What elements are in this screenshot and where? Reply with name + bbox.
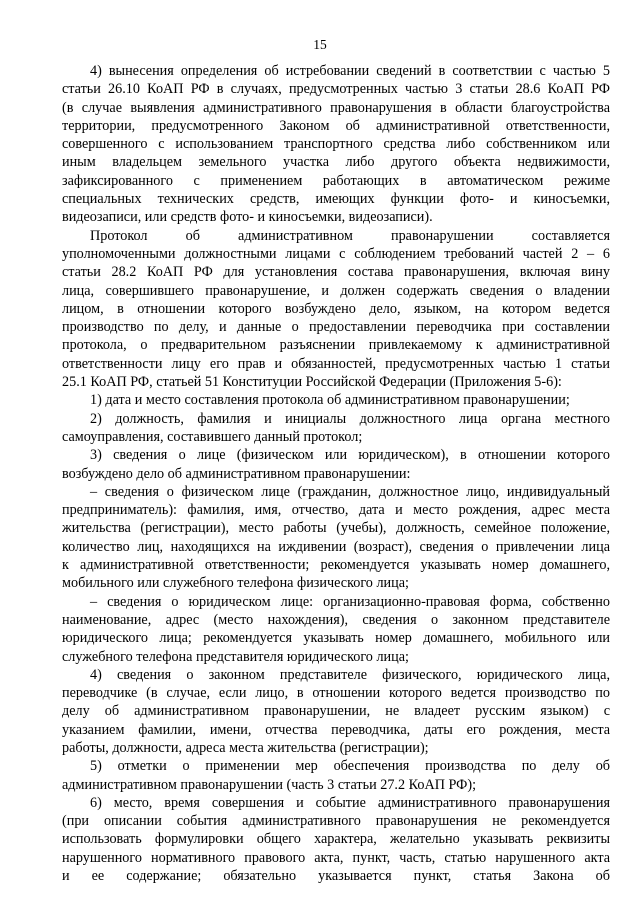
text-line: – сведения о юридическом лице: организационно-правовая форма, собственно <box>90 593 610 610</box>
text-line: лица, совершившего правонарушение, и должен содержать сведения о владении <box>62 282 610 299</box>
text-line: переводчике (в случае, если лицо, в отношении которого ведется производство по <box>62 685 610 702</box>
text-line: самоуправления, составившего данный протокол; <box>62 428 363 445</box>
text-line: – сведения о физическом лице (гражданин, должностное лицо, индивидуальный <box>90 483 610 500</box>
text-line: административном правонарушении (часть 3 статьи 27.2 КоАП РФ); <box>62 776 477 793</box>
text-line: специальных технических средств, имеющих функции фото- и киносъемки, <box>62 191 610 208</box>
text-line: к административной ответственности; рекомендуется указывать номер домашнего, <box>62 557 610 574</box>
text-line: мобильного или служебного телефона физического лица; <box>62 575 409 592</box>
document-body <box>62 62 610 885</box>
text-line: 3) сведения о лице (физическом или юридическом), в отношении которого <box>90 447 610 464</box>
text-line: 1) дата и место составления протокола об административном правонарушении; <box>90 392 570 409</box>
text-line: Протокол об административном правонарушении составляется <box>90 227 610 244</box>
text-line: 5) отметки о применении мер обеспечения производства по делу об <box>90 758 610 775</box>
text-line: территории, предусмотренного Законом об административной ответственности, <box>62 117 610 134</box>
text-line: делу об административном правонарушении, не владеет русским языком) с <box>62 703 610 720</box>
text-line: жительства (регистрации), место работы (учебы), должность, семейное положение, <box>62 520 610 537</box>
text-line: использовать формулировки общего характера, желательно указывать реквизиты <box>62 831 610 848</box>
text-line: и ее содержание; обязательно указывается пункт, статья Закона об <box>62 868 610 885</box>
page-number: 15 <box>313 37 327 52</box>
text-line: ответственности лицу его прав и обязанностей, предусмотренных частью 1 статьи <box>62 355 610 372</box>
text-line: уполномоченными должностными лицами с соблюдением требований частей 2 – 6 <box>62 245 610 262</box>
text-line: работы, должности, адреса места жительства (регистрации); <box>62 739 429 756</box>
text-line: совершенного с использованием транспортного средства либо собственником или <box>62 136 610 153</box>
text-line: юридического лица; рекомендуется указывать номер домашнего, мобильного или <box>62 630 610 647</box>
text-line: видеозаписи, или средств фото- и киносъемки, видеозаписи). <box>62 209 433 226</box>
text-line: 25.1 КоАП РФ, статьей 51 Конституции Российской Федерации (Приложения 5-6): <box>62 374 562 391</box>
text-line: служебного телефона представителя юридического лица; <box>62 648 409 665</box>
text-line: количество лиц, находящихся на иждивении (возраст), сведения о привлечении лица <box>62 538 610 555</box>
text-line: 6) место, время совершения и событие административного правонарушения <box>90 794 610 811</box>
text-line: (при описании события административного правонарушения не рекомендуется <box>62 813 610 830</box>
text-line: протокола, о предварительном разъяснении привлекаемому к административной <box>62 337 610 354</box>
text-line: статьи 26.10 КоАП РФ в случаях, предусмотренных частью 3 статьи 28.6 КоАП РФ <box>62 81 610 98</box>
text-line: (в случае выявления административного правонарушения в области благоустройства <box>62 99 610 116</box>
text-line: статьи 28.2 КоАП РФ для установления состава правонарушения, включая вину <box>62 264 610 281</box>
text-line: возбуждено дело об административном правонарушении: <box>62 465 411 482</box>
text-line: 4) сведения о законном представителе физического, юридического лица, <box>90 666 610 683</box>
text-line: наименование, адрес (место нахождения), сведения о законном представителе <box>62 611 610 628</box>
text-line: нарушенного нормативного правового акта, пункт, часть, статью нарушенного акта <box>62 849 610 866</box>
text-line: предприниматель): фамилия, имя, отчество, дата и место рождения, адрес места <box>62 502 610 519</box>
text-line: 4) вынесения определения об истребовании сведений в соответствии с частью 5 <box>90 63 610 79</box>
text-line: зафиксированного с применением работающих в автоматическом режиме <box>62 172 610 189</box>
text-line: указанием фамилии, имени, отчества переводчика, даты его рождения, места <box>62 721 610 738</box>
text-line: производство по делу, и данные о предоставлении переводчика при составлении <box>62 319 610 336</box>
text-line: иным владельцем земельного участка либо другого объекта недвижимости, <box>62 154 610 171</box>
text-line: лицом, в отношении которого возбуждено дело, языком, на котором ведется <box>62 300 610 317</box>
text-line: 2) должность, фамилия и инициалы должностного лица органа местного <box>90 410 610 427</box>
